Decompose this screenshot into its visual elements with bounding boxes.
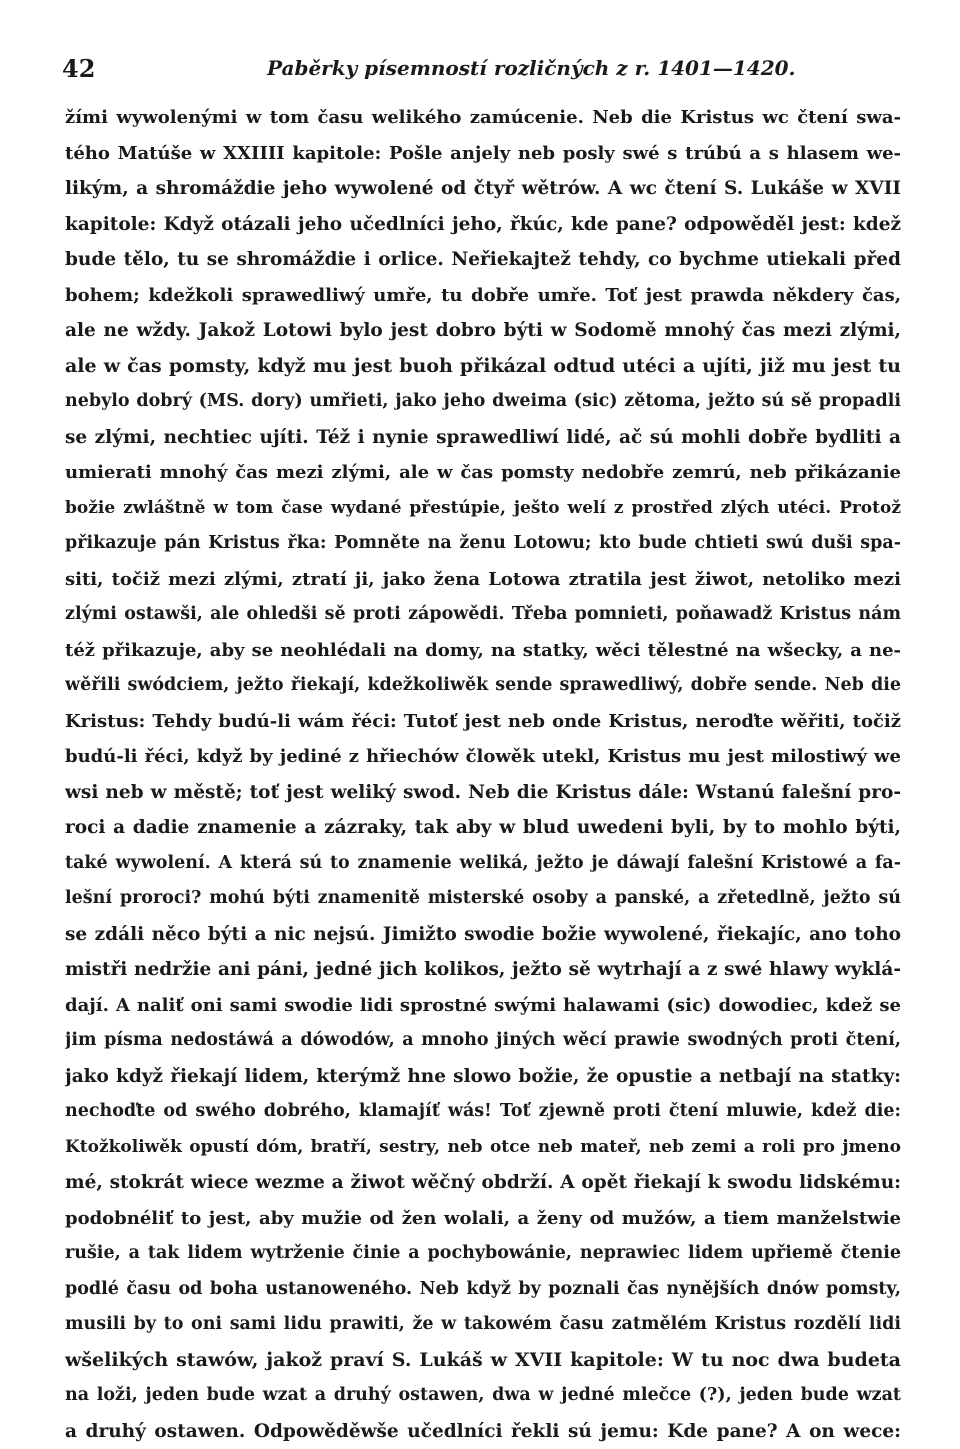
page-number: 42 — [62, 54, 95, 83]
text-line: na loži, jeden bude wzat a druhý ostawen, dwa w jedné mlečce (?), jeden bude wzat — [65, 1378, 901, 1414]
text-line: wšelikých stawów, jakož praví S. Lukáš w XVII kapitole: W tu noc dwa budeta — [65, 1343, 901, 1379]
text-line: se zlými, nechtiec ujíti. Též i nynie sprawedliwí lidé, ač sú mohli dobře bydliti a — [65, 420, 901, 456]
page-header — [62, 48, 898, 88]
text-line: a druhý ostawen. Odpowěděwše učedlníci řekli sú jemu: Kde pane? A on wece: — [65, 1414, 901, 1449]
text-line: Kristus: Tehdy budú-li wám řéci: Tutoť jest neb onde Kristus, neroďte wěřiti, točiž — [65, 704, 901, 740]
text-line: musili by to oni sami lidu prawiti, že w takowém času zatmělém Kristus rozdělí lidi — [65, 1307, 901, 1343]
text-line: rušie, a tak lidem wytrženie činie a pochybowánie, neprawiec lidem upřiemě čtenie — [65, 1236, 901, 1272]
text-line: siti, točiž mezi zlými, ztratí ji, jako žena Lotowa ztratila jest žiwot, netoliko mezi — [65, 562, 901, 598]
text-line: přikazuje pán Kristus řka: Pomněte na ženu Lotowu; kto bude chtieti swú duši spa- — [65, 526, 901, 562]
body-text — [65, 100, 901, 1449]
text-line: likým, a shromáždie jeho wywolené od čtyř wětrów. A wc čtení S. Lukáše w XVII — [65, 171, 901, 207]
text-line: roci a dadie znamenie a zázraky, tak aby w blud uwedeni byli, by to mohlo býti, — [65, 810, 901, 846]
text-line: se zdáli něco býti a nic nejsú. Jimižto swodie božie wywolené, řiekajíc, ano toho — [65, 917, 901, 953]
text-line: wsi neb w městě; toť jest weliký swod. Neb die Kristus dále: Wstanú falešní pro- — [65, 775, 901, 811]
text-line: tého Matúše w XXIIII kapitole: Pošle anjely neb posly swé s trúbú a s hlasem we- — [65, 136, 901, 172]
text-line: Ktožkoliwěk opustí dóm, bratří, sestry, neb otce neb mateř, neb zemi a roli pro jmeno — [65, 1130, 901, 1166]
text-line: umierati mnohý čas mezi zlými, ale w čas pomsty nedobře zemrú, neb přikázanie — [65, 455, 901, 491]
text-line: nechoďte od swého dobrého, klamajíť wás! Toť zjewně proti čtení mluwie, kdež die: — [65, 1094, 901, 1130]
text-line: kapitole: Když otázali jeho učedlníci jeho, řkúc, kde pane? odpowěděl jest: kdež — [65, 207, 901, 243]
text-line: nebylo dobrý (MS. dory) umřieti, jako jeho dweima (sic) zětoma, ježto sú sě propadli — [65, 384, 901, 420]
text-line: také wywolení. A která sú to znamenie weliká, ježto je dáwají falešní Kristowé a fa- — [65, 846, 901, 882]
text-line: mistři nedržie ani páni, jedné jich kolikos, ježto sě wytrhají a z swé hlawy wyklá- — [65, 952, 901, 988]
text-line: podlé času od boha ustanoweného. Neb když by poznali čas nynějších dnów pomsty, — [65, 1272, 901, 1308]
text-line: zlými ostawši, ale ohledši sě proti zápowědi. Třeba pomnieti, poňawadž Kristus nám — [65, 597, 901, 633]
text-line: budú-li řéci, když by jediné z hřiechów člowěk utekl, Kristus mu jest milostiwý we — [65, 739, 901, 775]
text-line: lešní proroci? mohú býti znamenitě misterské osoby a panské, a zřetedlně, ježto sú — [65, 881, 901, 917]
running-title: Paběrky písemností rozličných z r. 1401—1420. — [267, 56, 796, 80]
text-line: dají. A naliť oni sami swodie lidi sprostné swými halawami (sic) dowodiec, kdež se — [65, 988, 901, 1024]
text-line: žími wywolenými w tom času welikého zamúcenie. Neb die Kristus wc čtení swa- — [65, 100, 901, 136]
text-line: jim písma nedostáwá a dówodów, a mnoho jiných wěcí prawie swodných proti čtení, — [65, 1023, 901, 1059]
text-line: wěřili swódciem, ježto řiekají, kdežkoliwěk sende sprawedliwý, dobře sende. Neb die — [65, 668, 901, 704]
text-line: bohem; kdežkoli sprawedliwý umře, tu dobře umře. Toť jest prawda někdery čas, — [65, 278, 901, 314]
text-line: mé, stokrát wiece wezme a žiwot wěčný obdrží. A opět řiekají k swodu lidskému: — [65, 1165, 901, 1201]
text-line: podobnéliť to jest, aby mužie od žen wolali, a ženy od mužów, a tiem manželstwie — [65, 1201, 901, 1237]
text-line: božie zwláštně w tom čase wydané přestúpie, ješto welí z prostřed zlých utéci. Protož — [65, 491, 901, 527]
text-line: ale ne wždy. Jakož Lotowi bylo jest dobro býti w Sodomě mnohý čas mezi zlými, — [65, 313, 901, 349]
text-line: jako když řiekají lidem, kterýmž hne slowo božie, že opustie a netbají na statky: — [65, 1059, 901, 1095]
text-line: ale w čas pomsty, když mu jest buoh přikázal odtud utéci a ujíti, již mu jest tu — [65, 349, 901, 385]
text-line: též přikazuje, aby se neohlédali na domy, na statky, wěci tělestné na wšecky, a ne- — [65, 633, 901, 669]
text-line: bude tělo, tu se shromáždie i orlice. Neřiekajtež tehdy, co bychme utiekali před — [65, 242, 901, 278]
